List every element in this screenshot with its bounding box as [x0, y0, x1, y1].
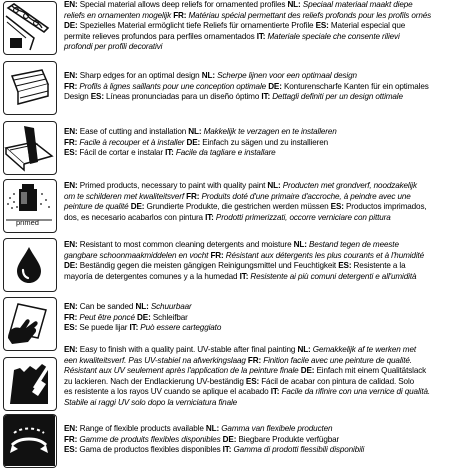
- text-line: gangbare schoonmaakmiddelen en vocht FR: Résistant aux détergents les plus courants et à l'humidité: [64, 250, 425, 260]
- sanding-hand-icon: [3, 297, 57, 351]
- text-line: Design ES: Líneas pronunciadas para un diseño óptimo IT: Dettagli definiti per un design ottimale: [64, 92, 403, 102]
- text-line: es resistente a los rayos UV cuando se aplique el acabado IT: Facile da rifinire con una vernice di qualità.: [64, 387, 430, 397]
- feature-text-sharp-edges: [64, 71, 468, 103]
- sharp-edge-profile-icon: [3, 61, 57, 115]
- text-line: profondi per profili decorativi: [64, 42, 163, 52]
- feature-text-flexible: [64, 424, 468, 456]
- ornamental-relief-icon: [3, 1, 57, 55]
- text-line: FR: Gamme de produits flexibles disponibles DE: Biegbare Produkte verfügbar: [64, 434, 340, 444]
- water-drop-icon: [3, 238, 57, 292]
- text-line: zu lackieren. Nach der Endlackierung UV-beständig ES: Fácil de acabar con pintura de calidad. Solo: [64, 376, 415, 386]
- text-line: DE: Beständig gegen die meisten gängigen Reinigungsmittel und Feuchtigkeit ES: Resistente a la: [64, 261, 406, 271]
- text-line: EN: Range of flexible products available NL: Gamma van flexibele producten: [64, 424, 333, 433]
- text-line: ES: Gama de productos flexibles disponibles IT: Gamma di prodotti flessibili disponibili: [64, 445, 365, 455]
- text-line: ES: Fácil de cortar e instalar IT: Facile da tagliare e installare: [64, 148, 276, 158]
- text-line: EN: Resistant to most common cleaning detergents and moisture NL: Bestand tegen de meeste: [64, 240, 399, 249]
- text-line: mayoría de detergentes comunes y a la humedad IT: Resistente ai più comuni detergenti e all'umidità: [64, 271, 417, 281]
- text-line: EN: Ease of cutting and installation NL: Makkelijk te verzagen en te installeren: [64, 127, 337, 136]
- text-line: reliefs en ornamenten mogelijk FR: Matériau spécial permettant des reliefs profonds pour les profils ornés: [64, 10, 432, 20]
- feature-text-ornamental-reliefs: [64, 0, 468, 53]
- feature-text-sanding: [64, 302, 468, 334]
- text-line: EN: Can be sanded NL: Schuurbaar: [64, 302, 192, 311]
- paint-brush-icon: [3, 357, 57, 411]
- text-line: EN: Primed products, necessary to paint with quality paint NL: Producten met grondverf, noodzakelijk: [64, 181, 417, 190]
- text-line: ES: Se puede lijar IT: Può essere carteggiato: [64, 323, 222, 333]
- text-line: FR: Profils à lignes saillants pour une conception optimale DE: Konturenscharfe Kanten für ein optimales: [64, 81, 429, 91]
- primed-spray-icon: [3, 179, 57, 233]
- text-line: een kwaliteitsverf. Pas UV-stabiel na afwerkingslaag FR: Finition facile avec une peinture de qualité.: [64, 355, 412, 365]
- primed-label: primed: [16, 218, 39, 227]
- text-line: Résistant aux UV seulement après l'application de la peinture finale DE: Einfach mit einem Qualitätslack: [64, 366, 427, 376]
- text-line: FR: Facile à recouper et à installer DE: Einfach zu sägen und zu installieren: [64, 137, 329, 147]
- feature-text-resistant: [64, 240, 468, 282]
- text-line: om te schilderen met kwaliteitsverf FR: Produits doté d'une primaire d'accroche, à peindre avec une: [64, 191, 411, 201]
- text-line: FR: Peut être poncé DE: Schleifbar: [64, 312, 188, 322]
- text-line: EN: Easy to finish with a quality paint. UV-stable after final painting NL: Gemakkelijk af te werken met: [64, 345, 416, 354]
- text-line: DE: Spezielles Material ermöglicht tiefe Reliefs für ornamentierte Profile ES: Material especial que: [64, 21, 406, 31]
- feature-text-cutting: [64, 127, 468, 159]
- text-line: dos, es necesario acabarlos con pintura IT: Prodotti primerizzati, occorre verniciare con pittura: [64, 212, 391, 222]
- feature-text-paint-finish: [64, 345, 468, 409]
- cutting-installation-icon: [3, 121, 57, 175]
- text-line: permite relieves profundos para perfiles ornamentados IT: Materiale speciale che consente rilievi: [64, 31, 400, 41]
- flexible-bend-icon: [3, 414, 57, 468]
- text-line: Stabile ai raggi UV solo dopo la verniciatura finale: [64, 397, 238, 407]
- feature-text-primed: [64, 181, 468, 223]
- text-line: EN: Sharp edges for an optimal design NL: Scherpe lijnen voor een optimaal design: [64, 71, 357, 80]
- text-line: EN: Special material allows deep reliefs for ornamented profiles NL: Speciaal materiaal maakt diepe: [64, 0, 413, 9]
- text-line: peinture de qualité DE: Grundierte Produkte, die gestrichen werden müssen ES: Productos imprimados,: [64, 202, 427, 212]
